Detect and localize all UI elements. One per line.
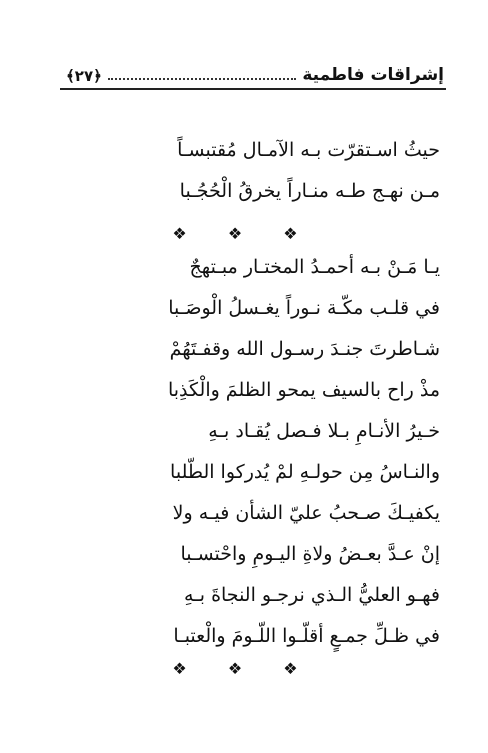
page-number: ﴿٢٧﴾ xyxy=(66,67,102,85)
running-header xyxy=(66,58,444,84)
verse-line: في ظـلِّ جمـعٍ أقلّـوا اللّـومَ والْعتبـا xyxy=(173,625,440,647)
verse-line: خـيرُ الأنـامِ بـلا فـصل يُقـاد بـهِ xyxy=(208,420,440,442)
section-ornament: ❖ ❖ ❖ xyxy=(172,224,316,243)
dot-leader xyxy=(108,78,296,80)
verse-line: فهـو العليُّ الـذي نرجـو النجاةَ بـهِ xyxy=(183,584,440,606)
verse-line: والنـاسُ مِن حولـهِ لمْ يُدركوا الطّلبا xyxy=(170,461,440,483)
verse-line: شـاطرتَ جنـدَ رسـول الله وقفـتَهُمْ xyxy=(169,338,440,360)
verse-line: يـا مَـنْ بـه أحمـدُ المختـار مبـتهجٌ xyxy=(189,256,440,278)
verse-line: مـن نهـج طـه منـاراً يخرقُ الْحُجُـبا xyxy=(179,180,440,202)
verse-line: مذْ راح بالسيف يمحو الظلمَ والْكَذِبا xyxy=(167,379,440,401)
book-title: إشراقات فاطمية xyxy=(302,65,444,85)
verse-line: يكفيـكَ صـحبُ عليّ الشأن فيـه ولا xyxy=(172,502,440,524)
verse-line: إنْ عـدَّ بعـضُ ولاةِ اليـومِ واحْتسـبا xyxy=(180,543,440,565)
verse-line: حيثُ اسـتقرّت بـه الآمـال مُقتبسـاً xyxy=(177,139,440,161)
header-divider xyxy=(60,88,446,90)
section-ornament: ❖ ❖ ❖ xyxy=(172,659,316,678)
verse-line: في قلـب مكّـة نـوراً يغـسلُ الْوصَـبا xyxy=(168,297,440,319)
